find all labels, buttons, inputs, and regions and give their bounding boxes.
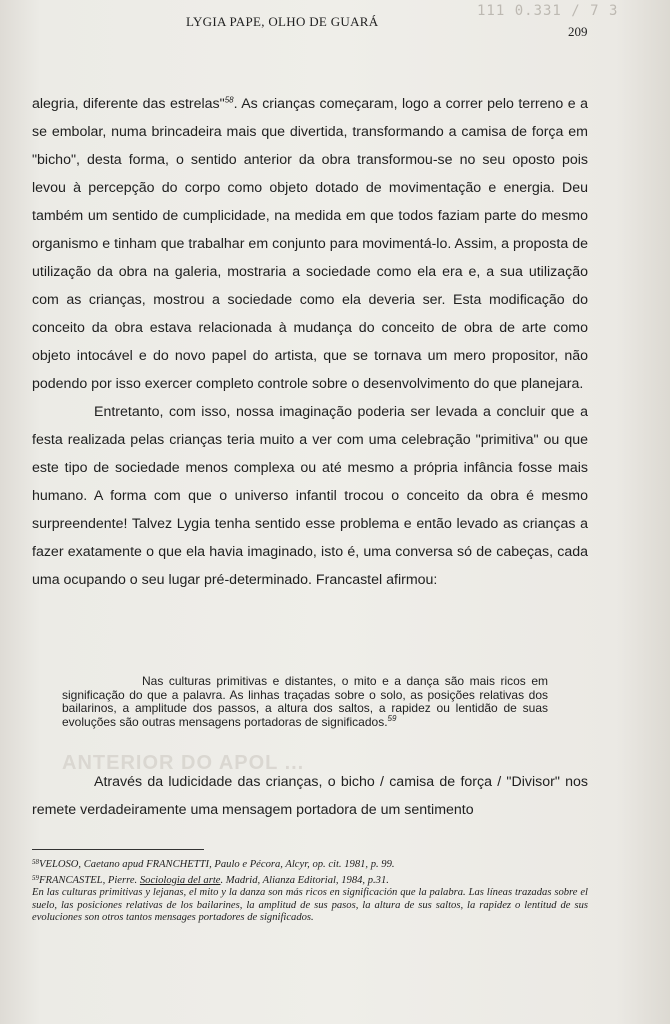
block-quote	[62, 675, 548, 729]
paragraph-1-start: alegria, diferente das estrelas"	[32, 96, 225, 112]
quote-text: Nas culturas primitivas e distantes, o mito e a dança são mais ricos em significação do que a palavra. As linhas traçadas sobre o solo, as posições relativas dos bailarinos, a amplitude dos passos, a altura dos saltos, a rapidez ou lentidão de suas evoluções são outras mensagens portadoras de significados.	[62, 674, 548, 729]
footnote-59	[32, 872, 588, 888]
body-text-continued	[32, 768, 588, 824]
footnote-58	[32, 856, 588, 872]
footnote-58-number: 58	[32, 858, 39, 866]
bleed-through-text: ANTERIOR DO APOL ...	[62, 752, 305, 774]
page-number: 209	[568, 24, 588, 39]
running-header: LYGIA PAPE, OLHO DE GUARÁ	[186, 14, 379, 29]
paragraph-1	[32, 90, 588, 398]
footnote-separator	[32, 849, 204, 850]
footnote-59-publisher: . Madrid, Alianza Editorial, 1984, p.31.	[220, 874, 389, 886]
footnote-ref-58: 58	[224, 95, 234, 105]
footnote-59-author: FRANCASTEL, Pierre.	[39, 874, 140, 886]
footnote-59-title: Sociologia del arte	[139, 874, 221, 886]
archive-stamp: 111 0.331 / 7 3	[477, 3, 619, 19]
footnote-58-text: VELOSO, Caetano apud FRANCHETTI, Paulo e Pécora, Alcyr, op. cit. 1981, p. 99.	[39, 859, 395, 870]
footnotes	[32, 856, 588, 925]
paragraph-3: Através da ludicidade das crianças, o bicho / camisa de força / "Divisor" nos remete verdadeiramente uma mensagem portadora de um sentimento	[32, 774, 588, 818]
footnote-59-number: 59	[32, 873, 39, 882]
paragraph-2: Entretanto, com isso, nossa imaginação poderia ser levada a concluir que a festa realizada pelas crianças teria muito a ver com uma celebração "primitiva" ou que este tipo de sociedade menos complexa ou até mesmo a própria infância fosse mais humano. A forma com que o universo infantil trocou o conceito da obra é mesmo surpreendente! Talvez Lygia tenha sentido esse problema e então levado as crianças a fazer exatamente o que ela havia imaginado, isto é, uma conversa só de cabeças, cada uma ocupando o seu lugar pré-determinado. Francastel afirmou:	[32, 404, 588, 588]
body-text	[32, 90, 588, 594]
footnote-spanish-quote: En las culturas primitivas y lejanas, el mito y la danza son más ricos en significación que la palabra. Las líneas trazadas sobre el suelo, las posiciones relativas de los bailarines, la amplitud de sus pasos, la altura de sus saltos, la rapidez o lentitud de sus evoluciones son otros tantos mensages portadores de significados.	[32, 887, 588, 924]
footnote-ref-59: 59	[387, 713, 397, 723]
paragraph-1-rest: . As crianças começaram, logo a correr pelo terreno e a se embolar, numa brincadeira mais que divertida, transformando a camisa de força em "bicho", desta forma, o sentido anterior da obra transformou-se no seu oposto pois levou à percepção do corpo como objeto dotado de movimentação e energia. Deu também um sentido de cumplicidade, na medida em que todos faziam parte do mesmo organismo e tinham que trabalhar em conjunto para movimentá-lo. Assim, a proposta de utilização da obra na galeria, mostraria a sociedade como ela era e, a sua utilização com as crianças, mostrou a sociedade como ela deveria ser. Esta modificação do conceito da obra estava relacionada à mudança do conceito de obra de arte como objeto intocável e do novo papel do artista, que se tornava um mero propositor, não podendo por isso exercer completo controle sobre o desenvolvimento do que planejara.	[32, 96, 588, 392]
